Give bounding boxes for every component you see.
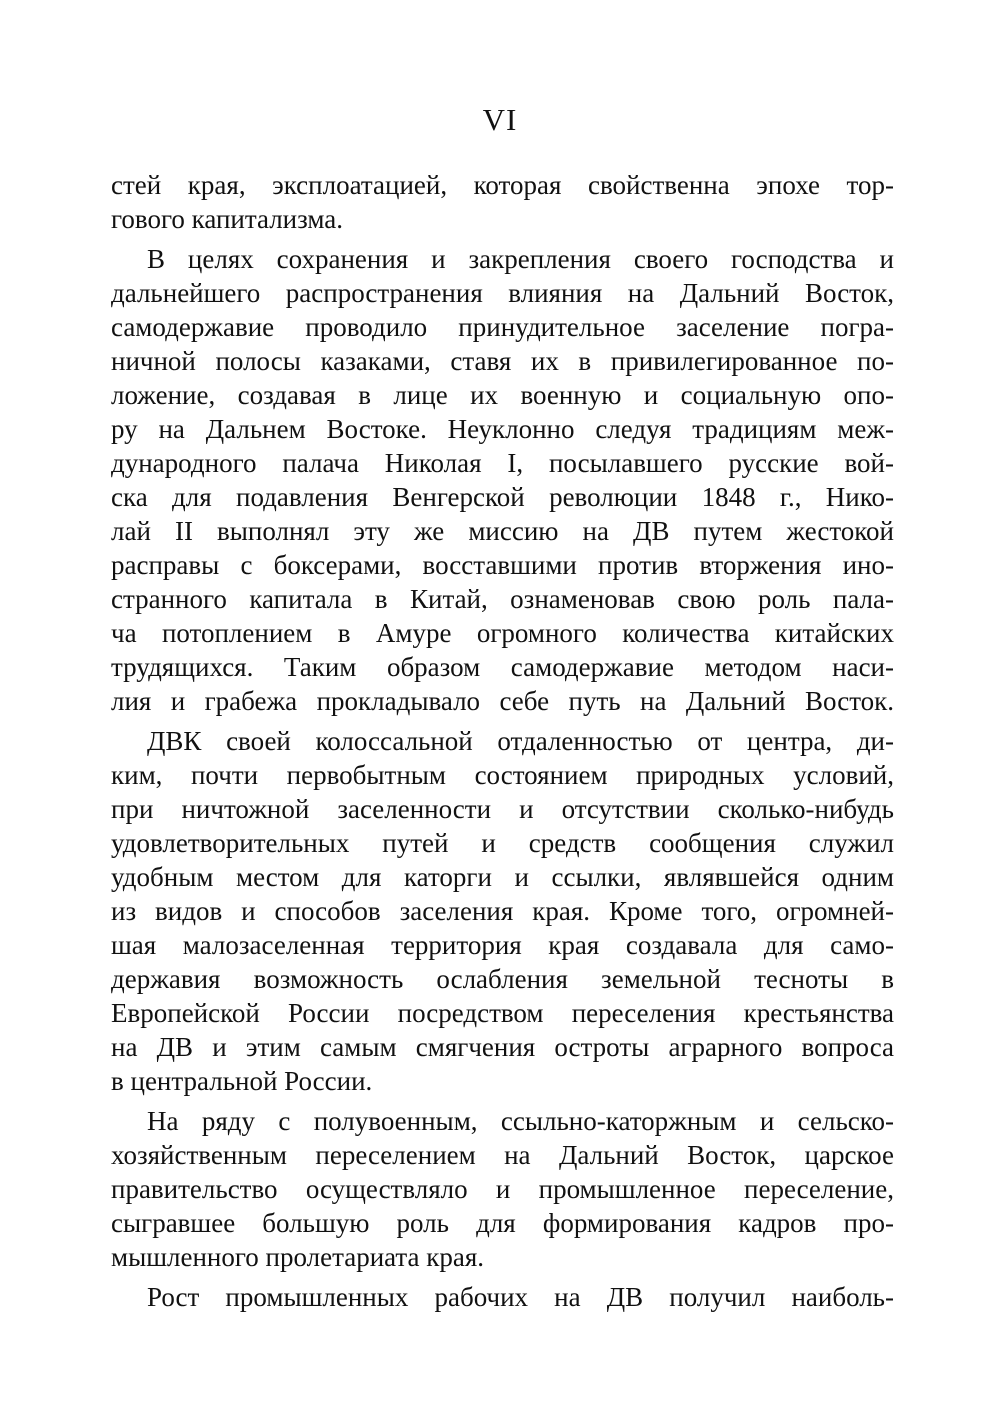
text-line: странного капитала в Китай, ознаменовав свою роль пала- <box>111 584 894 614</box>
text-line: сыгравшее большую роль для формирования кадров про- <box>111 1208 894 1238</box>
text-line: в центральной России. <box>111 1066 373 1096</box>
text-line: ска для подавления Венгерской революции 1848 г., Нико- <box>111 482 894 512</box>
paragraph <box>111 1104 894 1274</box>
page-number: VI <box>482 102 518 137</box>
text-line: хозяйственным переселением на Дальний Восток, царское <box>111 1140 894 1170</box>
text-line: лай II выполнял эту же миссию на ДВ путем жестокой <box>111 516 894 546</box>
paragraph <box>111 1280 894 1314</box>
text-line: удобным местом для каторги и ссылки, являвшейся одним <box>111 862 894 892</box>
text-line: ким, почти первобытным состоянием природных условий, <box>111 760 894 790</box>
text-line: Рост промышленных рабочих на ДВ получил наиболь- <box>147 1282 894 1312</box>
text-line: ложение, создавая в лице их военную и социальную опо- <box>111 380 894 410</box>
text-line: На ряду с полувоенным, ссыльно-каторжным и сельско- <box>147 1106 894 1136</box>
text-line: В целях сохранения и закрепления своего господства и <box>147 244 894 274</box>
text-line: при ничтожной заселенности и отсутствии сколько-нибудь <box>111 794 894 824</box>
text-line: удовлетворительных путей и средств сообщения служил <box>111 828 894 858</box>
text-line: дальнейшего распространения влияния на Дальний Восток, <box>111 278 894 308</box>
text-line: дународного палача Николая I, посылавшего русские вой- <box>111 448 894 478</box>
paragraph <box>111 724 894 1098</box>
text-line: ДВК своей колоссальной отдаленностью от центра, ди- <box>147 726 894 756</box>
text-line: державия возможность ослабления земельной тесноты в <box>111 964 894 994</box>
text-line: Европейской России посредством переселения крестьянства <box>111 998 894 1028</box>
text-line: самодержавие проводило принудительное заселение погра- <box>111 312 894 342</box>
text-line: мышленного пролетариата края. <box>111 1242 485 1272</box>
text-line: гового капитализма. <box>111 204 344 234</box>
paragraph <box>111 168 894 236</box>
text-line: шая малозаселенная территория края создавала для само- <box>111 930 894 960</box>
text-line: ру на Дальнем Востоке. Неуклонно следуя традициям меж- <box>111 414 894 444</box>
text-line: расправы с боксерами, восставшими против вторжения ино- <box>111 550 894 580</box>
body-text <box>111 168 894 1320</box>
paragraph <box>111 242 894 718</box>
text-line: из видов и способов заселения края. Кроме того, огромней- <box>111 896 894 926</box>
text-line: ча потоплением в Амуре огромного количества китайских <box>111 618 894 648</box>
text-line: стей края, эксплоатацией, которая свойственна эпохе тор- <box>111 170 894 200</box>
text-line: трудящихся. Таким образом самодержавие методом наси- <box>111 652 894 682</box>
text-line: правительство осуществляло и промышленное переселение, <box>111 1174 894 1204</box>
text-line: лия и грабежа прокладывало себе путь на Дальний Восток. <box>111 686 894 716</box>
text-line: ничной полосы казаками, ставя их в привилегированное по- <box>111 346 894 376</box>
text-line: на ДВ и этим самым смягчения остроты аграрного вопроса <box>111 1032 894 1062</box>
